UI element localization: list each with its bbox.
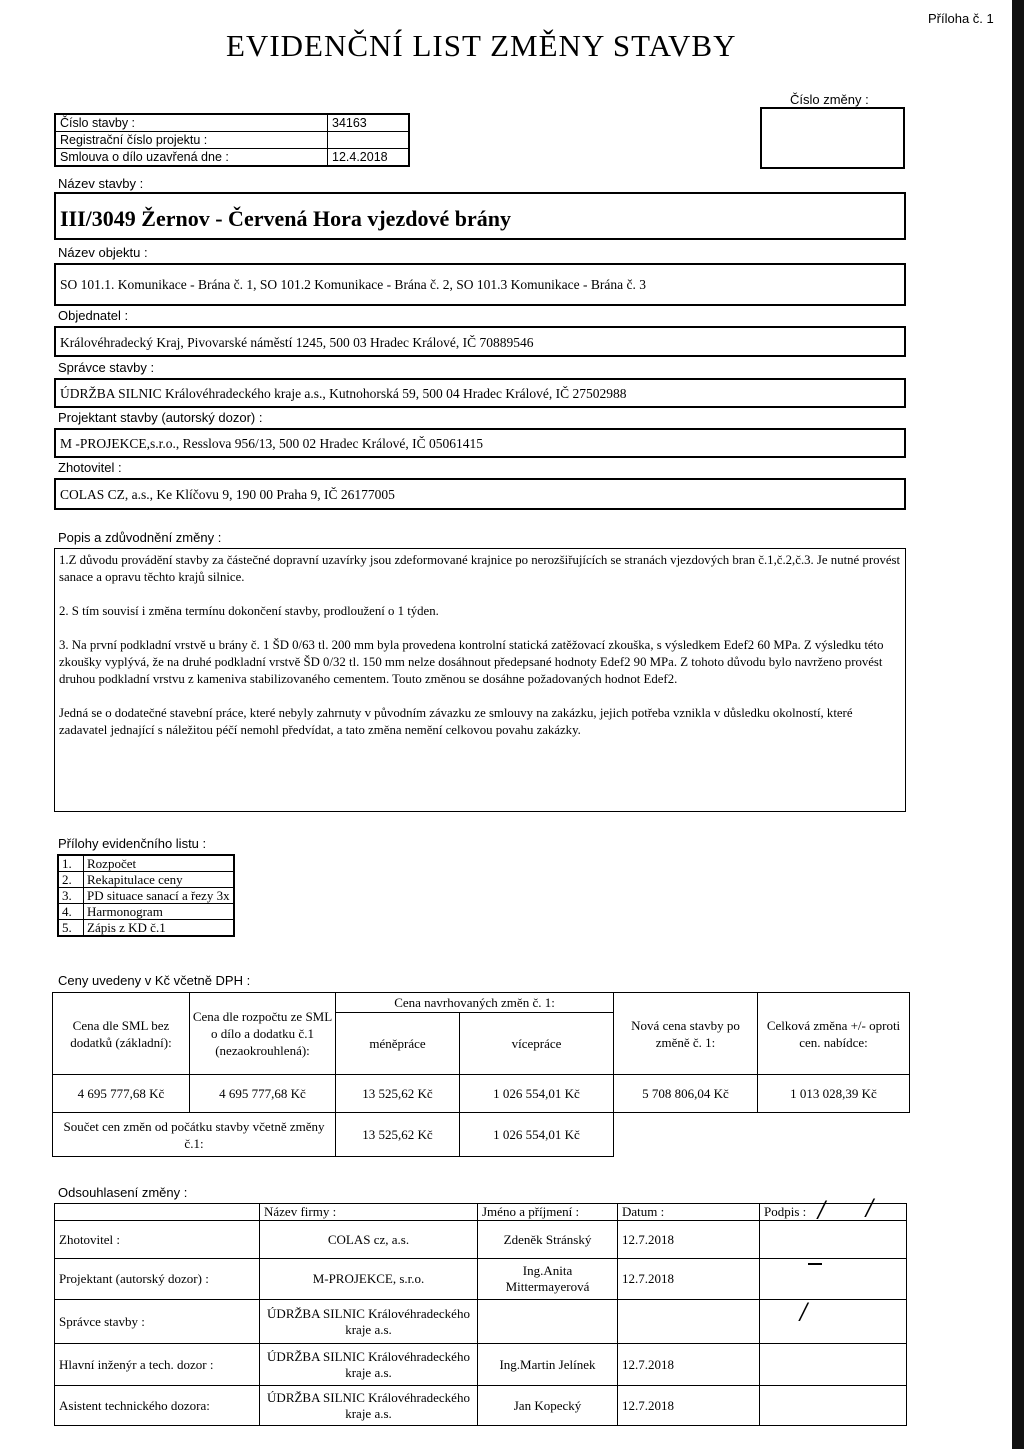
site-manager-label: Správce stavby : bbox=[58, 360, 155, 375]
approval-label: Odsouhlasení změny : bbox=[58, 1185, 188, 1200]
client-value: Královéhradecký Kraj, Pivovarské náměstí 1245, 500 03 Hradec Králové, IČ 70889546 bbox=[54, 326, 906, 357]
approval-role: Projektant (autorský dozor) : bbox=[55, 1259, 260, 1300]
table-row bbox=[55, 1344, 907, 1386]
table-row bbox=[55, 1204, 907, 1221]
contractor-value: COLAS CZ, a.s., Ke Klíčovu 9, 190 00 Praha 9, IČ 26177005 bbox=[54, 478, 906, 510]
attachment-number-cell: 5. bbox=[58, 920, 84, 937]
approval-signature bbox=[760, 1344, 907, 1386]
approval-date: 12.7.2018 bbox=[618, 1344, 760, 1386]
header-name: Jméno a příjmení : bbox=[478, 1204, 618, 1221]
table-row bbox=[53, 1075, 910, 1113]
signature-mark: / bbox=[818, 1198, 826, 1223]
table-row bbox=[55, 1300, 907, 1344]
attachment-number-cell: 2. bbox=[58, 872, 84, 888]
description-paragraph-1: 1.Z důvodu provádění stavby za částečné dopravní uzavírky jsou zdeformované krajnice po nerozšiřujících se stranách vjezdových bran č.1,č.2,č.3. Je nutné provést sanace a opravu těchto krajů silnice. bbox=[59, 553, 901, 584]
signature-mark bbox=[808, 1263, 822, 1265]
registration-number-value bbox=[328, 132, 410, 149]
attachment-title-cell: PD situace sanací a řezy 3x bbox=[84, 888, 234, 904]
contractor-label: Zhotovitel : bbox=[58, 460, 122, 475]
value-new-price: 5 708 806,04 Kč bbox=[614, 1075, 758, 1113]
header-company: Název firmy : bbox=[260, 1204, 478, 1221]
change-number-box bbox=[760, 107, 905, 169]
client-label: Objednatel : bbox=[58, 308, 129, 323]
header-proposed-changes: Cena navrhovaných změn č. 1: bbox=[336, 993, 614, 1013]
object-name: SO 101.1. Komunikace - Brána č. 1, SO 101.2 Komunikace - Brána č. 2, SO 101.3 Komunikace - Brána č. 3 bbox=[54, 263, 906, 306]
approval-date: 12.7.2018 bbox=[618, 1259, 760, 1300]
value-less-work: 13 525,62 Kč bbox=[336, 1075, 460, 1113]
contract-date-value: 12.4.2018 bbox=[328, 149, 410, 167]
header-total-change: Celková změna +/- oproti cen. nabídce: bbox=[758, 993, 910, 1075]
designer-label: Projektant stavby (autorský dozor) : bbox=[58, 410, 263, 425]
project-name-label: Název stavby : bbox=[58, 176, 144, 191]
empty-cell bbox=[614, 1113, 758, 1157]
table-row bbox=[58, 872, 234, 888]
table-row bbox=[58, 888, 234, 904]
object-name-label: Název objektu : bbox=[58, 245, 148, 260]
table-row bbox=[55, 132, 409, 149]
approval-company: ÚDRŽBA SILNIC Královéhradeckého kraje a.s. bbox=[260, 1344, 478, 1386]
change-description bbox=[54, 548, 906, 812]
value-budget-price: 4 695 777,68 Kč bbox=[190, 1075, 336, 1113]
value-sml-price: 4 695 777,68 Kč bbox=[53, 1075, 190, 1113]
header-date: Datum : bbox=[618, 1204, 760, 1221]
approval-company: ÚDRŽBA SILNIC Královéhradeckého kraje a.s. bbox=[260, 1300, 478, 1344]
prices-table bbox=[52, 992, 910, 1157]
table-row bbox=[53, 1113, 910, 1157]
description-paragraph-3: 3. Na první podkladní vrstvě u brány č. 1 ŠD 0/63 tl. 200 mm byla provedena kontrolní statická zatěžovací zkouška, s výsledkem Edef2 60 MPa. Z výsledku této zkoušky vyplývá, že na druhé podkladní vrstvě ŠD 0/32 tl. 150 mm nelze dosáhnout předepsané hodnoty Edef2 90 MPa. Z tohoto důvodu bylo navrženo provést druhou podkladní vrstvu z kameniva stabilizovaného cementem. Touto změnou se dosáhne požadovaných hodnot Edef2. bbox=[59, 638, 884, 686]
attachment-title-cell: Harmonogram bbox=[84, 904, 234, 920]
empty-cell bbox=[758, 1113, 910, 1157]
attachment-title-cell: Rekapitulace ceny bbox=[84, 872, 234, 888]
change-number-label: Číslo změny : bbox=[790, 92, 869, 107]
table-row bbox=[55, 1386, 907, 1426]
project-name: III/3049 Žernov - Červená Hora vjezdové brány bbox=[54, 192, 906, 240]
approval-role: Asistent technického dozora: bbox=[55, 1386, 260, 1426]
approval-date: 12.7.2018 bbox=[618, 1386, 760, 1426]
table-row bbox=[58, 855, 234, 872]
sum-extra-work: 1 026 554,01 Kč bbox=[460, 1113, 614, 1157]
approval-signature bbox=[760, 1386, 907, 1426]
table-row bbox=[58, 920, 234, 937]
attachments-table bbox=[57, 854, 235, 937]
sum-changes-label: Součet cen změn od počátku stavby včetně změny č.1: bbox=[53, 1113, 336, 1157]
approval-table bbox=[54, 1203, 907, 1426]
page-title: EVIDENČNÍ LIST ZMĚNY STAVBY bbox=[226, 28, 737, 63]
value-total-change: 1 013 028,39 Kč bbox=[758, 1075, 910, 1113]
approval-role: Zhotovitel : bbox=[55, 1221, 260, 1259]
header-budget-price: Cena dle rozpočtu ze SML o dílo a dodatku č.1 (nezaokrouhlená): bbox=[190, 993, 336, 1075]
approval-person bbox=[478, 1300, 618, 1344]
header-less-work: méněpráce bbox=[336, 1013, 460, 1075]
table-row bbox=[55, 149, 409, 167]
attachment-number-cell: 4. bbox=[58, 904, 84, 920]
site-manager-value: ÚDRŽBA SILNIC Královéhradeckého kraje a.s., Kutnohorská 59, 500 04 Hradec Králové, IČ 27502988 bbox=[54, 378, 906, 408]
attachment-number-cell: 1. bbox=[58, 855, 84, 872]
attachments-label: Přílohy evidenčního listu : bbox=[58, 836, 207, 851]
header-sml-price: Cena dle SML bez dodatků (základní): bbox=[53, 993, 190, 1075]
sum-less-work: 13 525,62 Kč bbox=[336, 1113, 460, 1157]
description-paragraph-4: Jedná se o dodatečné stavební práce, které nebyly zahrnuty v původním závazku ze smlouvy na zakázku, jejich potřeba vznikla v důsledku okolností, které zadavatel jednající s náležitou péčí nemohl předvídat, a tato změna nemění celkovou povahu zakázky. bbox=[59, 706, 853, 737]
registration-number-label: Registrační číslo projektu : bbox=[55, 132, 328, 149]
empty-cell bbox=[55, 1204, 260, 1221]
contract-date-label: Smlouva o dílo uzavřená dne : bbox=[55, 149, 328, 167]
table-row bbox=[53, 993, 910, 1013]
approval-date: 12.7.2018 bbox=[618, 1221, 760, 1259]
signature-mark: / bbox=[800, 1300, 808, 1325]
approval-person: Zdeněk Stránský bbox=[478, 1221, 618, 1259]
project-info-table bbox=[54, 113, 410, 167]
approval-person: Ing.Anita Mittermayerová bbox=[478, 1259, 618, 1300]
table-row bbox=[55, 1259, 907, 1300]
approval-signature bbox=[760, 1259, 907, 1300]
approval-date bbox=[618, 1300, 760, 1344]
header-extra-work: vícepráce bbox=[460, 1013, 614, 1075]
approval-company: ÚDRŽBA SILNIC Královéhradeckého kraje a.s. bbox=[260, 1386, 478, 1426]
header-new-price: Nová cena stavby po změně č. 1: bbox=[614, 993, 758, 1075]
project-number-label: Číslo stavby : bbox=[55, 114, 328, 132]
scan-edge bbox=[1012, 0, 1024, 1449]
approval-person: Jan Kopecký bbox=[478, 1386, 618, 1426]
approval-company: COLAS cz, a.s. bbox=[260, 1221, 478, 1259]
value-extra-work: 1 026 554,01 Kč bbox=[460, 1075, 614, 1113]
attachment-title-cell: Rozpočet bbox=[84, 855, 234, 872]
change-description-label: Popis a zdůvodnění změny : bbox=[58, 530, 222, 545]
approval-role: Hlavní inženýr a tech. dozor : bbox=[55, 1344, 260, 1386]
project-number-value: 34163 bbox=[328, 114, 410, 132]
header-signature: Podpis : bbox=[760, 1204, 907, 1221]
approval-role: Správce stavby : bbox=[55, 1300, 260, 1344]
table-row bbox=[58, 904, 234, 920]
approval-person: Ing.Martin Jelínek bbox=[478, 1344, 618, 1386]
approval-signature bbox=[760, 1221, 907, 1259]
approval-signature bbox=[760, 1300, 907, 1344]
description-paragraph-2: 2. S tím souvisí i změna termínu dokončení stavby, prodloužení o 1 týden. bbox=[59, 604, 439, 618]
attachment-number: Příloha č. 1 bbox=[928, 11, 994, 26]
designer-value: M -PROJEKCE,s.r.o., Resslova 956/13, 500 02 Hradec Králové, IČ 05061415 bbox=[54, 428, 906, 458]
signature-mark: / bbox=[866, 1196, 874, 1221]
table-row bbox=[55, 1221, 907, 1259]
table-row bbox=[55, 114, 409, 132]
attachment-title-cell: Zápis z KD č.1 bbox=[84, 920, 234, 937]
attachment-number-cell: 3. bbox=[58, 888, 84, 904]
prices-label: Ceny uvedeny v Kč včetně DPH : bbox=[58, 973, 251, 988]
approval-company: M-PROJEKCE, s.r.o. bbox=[260, 1259, 478, 1300]
